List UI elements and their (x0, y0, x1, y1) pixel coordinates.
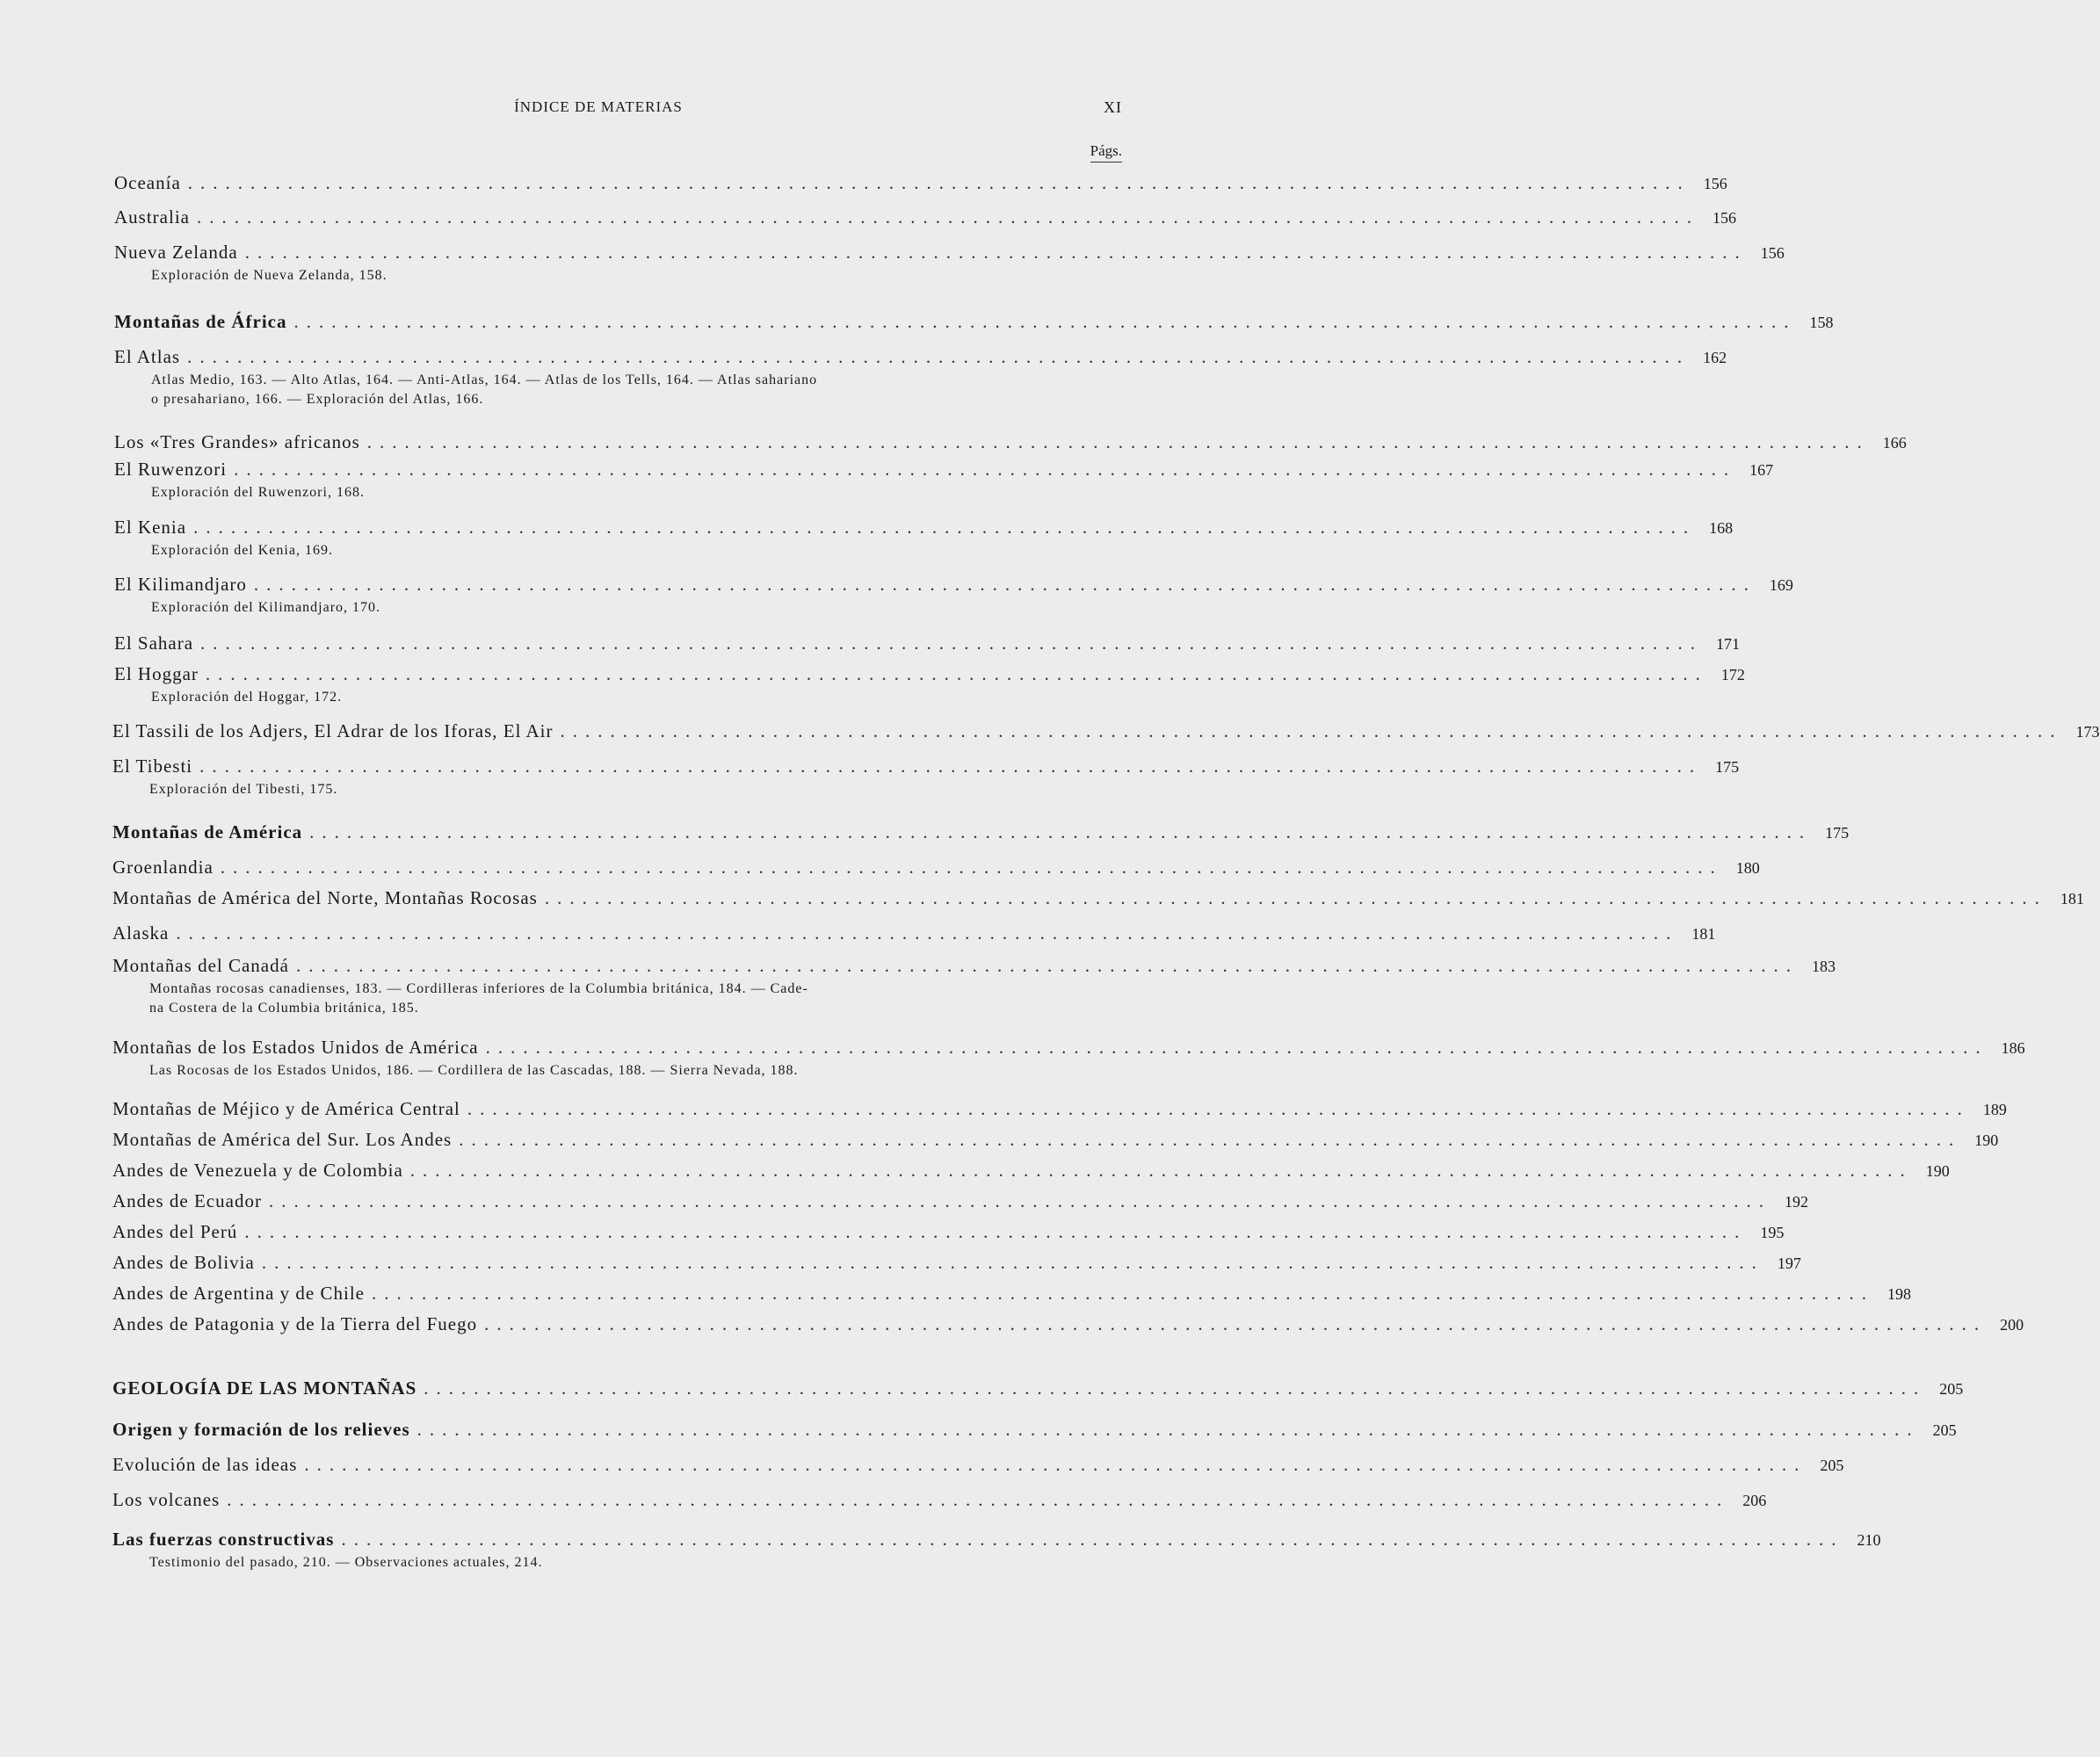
entry-title: El Kilimandjaro (114, 574, 247, 595)
index-entry-line (112, 821, 1850, 846)
entry-page-number: 156 (1712, 209, 1736, 227)
index-entry-line (114, 206, 1736, 231)
entry-title: Origen y formación de los relieves (112, 1419, 410, 1440)
index-entry (112, 821, 1850, 846)
subtopic-line: Atlas Medio, 163. — Alto Atlas, 164. — Anti-Atlas, 164. — Atlas de los Tells, 164. — Atlas sahariano (151, 372, 818, 387)
entry-title: Andes de Bolivia (112, 1252, 255, 1273)
running-head (0, 98, 1197, 119)
entry-page-number: 198 (1886, 1285, 1911, 1303)
leader-dots: ........................................................................................................................ (187, 172, 1691, 193)
index-entry (114, 206, 1736, 231)
entry-subtopics (114, 371, 1083, 409)
entry-title: Groenlandia (112, 857, 214, 878)
subtopic-line: na Costera de la Columbia británica, 185. (149, 1001, 419, 1016)
index-entry-line (114, 459, 1774, 483)
entry-page-number: 210 (1857, 1531, 1881, 1549)
leader-dots: ........................................................................................................................ (261, 1252, 1764, 1273)
leader-dots: ........................................................................................................................ (253, 574, 1756, 595)
leader-dots: ........................................................................................................................ (560, 720, 2063, 741)
leader-dots: ........................................................................................................................ (200, 633, 1704, 654)
entry-title: El Kenia (114, 517, 187, 538)
index-entry (112, 1377, 1964, 1402)
entry-title: Evolución de las ideas (112, 1454, 298, 1475)
entry-page-number: 190 (1974, 1132, 1999, 1149)
leader-dots: ........................................................................................................................ (467, 1098, 1970, 1119)
entry-page-number: 195 (1760, 1224, 1785, 1241)
entry-page-number: 183 (1811, 958, 1836, 975)
index-entry-line (114, 663, 1745, 688)
entry-title: Andes de Argentina y de Chile (112, 1283, 365, 1304)
index-entry (112, 955, 1836, 1018)
leader-dots: ........................................................................................................................ (268, 1190, 1771, 1211)
index-entry (112, 1313, 2024, 1338)
leader-dots: ........................................................................................................................ (309, 821, 1813, 842)
subtopic-line: o presahariano, 166. — Exploración del Atlas, 166. (151, 392, 484, 407)
entry-page-number: 200 (2000, 1316, 2024, 1334)
index-entry (114, 574, 1793, 618)
entry-title: El Tassili de los Adjers, El Adrar de los Iforas, El Air (112, 720, 554, 741)
index-entry-line (112, 1419, 1957, 1443)
entry-page-number: 206 (1742, 1492, 1767, 1509)
entry-title: GEOLOGÍA DE LAS MONTAÑAS (112, 1377, 417, 1399)
index-entry-line (112, 756, 1740, 780)
entry-title: Montañas de América (112, 821, 303, 842)
entry-page-number: 171 (1716, 635, 1741, 653)
leader-dots: ........................................................................................................................ (244, 1221, 1748, 1242)
index-entry (112, 720, 2100, 745)
entry-title: Montañas de América del Sur. Los Andes (112, 1129, 453, 1150)
index-entry (112, 1160, 1950, 1184)
entry-page-number: 167 (1749, 461, 1774, 479)
index-entry (112, 1252, 1801, 1276)
index-entry (112, 1419, 1957, 1443)
index-entry (112, 1037, 2025, 1081)
leader-dots: ........................................................................................................................ (196, 206, 1699, 228)
pages-column-label: Págs. (1090, 142, 1122, 163)
index-entry-line (114, 172, 1727, 197)
entry-title: Los volcanes (112, 1489, 221, 1510)
entry-subtopics (112, 1061, 1081, 1081)
leader-dots: ........................................................................................................................ (416, 1419, 1920, 1440)
entry-title: Los «Tres Grandes» africanos (114, 431, 360, 452)
entry-subtopics (114, 483, 1083, 503)
subtopic-line: Las Rocosas de los Estados Unidos, 186. — Cordillera de las Cascadas, 188. — Sierra Nevada, 188. (149, 1063, 799, 1078)
subtopic-line: Exploración del Kenia, 169. (151, 543, 333, 558)
entry-title: Andes de Venezuela y de Colombia (112, 1160, 403, 1181)
leader-dots: ........................................................................................................................ (193, 517, 1697, 538)
index-entry-line (112, 1313, 2024, 1338)
index-entry-line (112, 1489, 1767, 1514)
entry-page-number: 189 (1982, 1101, 2007, 1118)
leader-dots: ........................................................................................................................ (293, 311, 1797, 332)
entry-title: Montañas de los Estados Unidos de América (112, 1037, 479, 1058)
index-entry (114, 242, 1785, 286)
entry-title: Oceanía (114, 172, 181, 193)
leader-dots: ........................................................................................................................ (484, 1313, 1988, 1334)
entry-title: El Hoggar (114, 663, 199, 684)
entry-subtopics (114, 688, 1083, 707)
index-entry-line (112, 1160, 1950, 1184)
entry-page-number: 181 (1691, 925, 1716, 943)
index-entry (114, 172, 1727, 197)
index-entry-line (114, 311, 1834, 336)
leader-dots: ........................................................................................................................ (187, 346, 1691, 367)
index-entry (112, 1529, 1881, 1573)
running-head-title: ÍNDICE DE MATERIAS (514, 98, 683, 115)
leader-dots: ........................................................................................................................ (409, 1160, 1913, 1181)
entry-page-number: 205 (1939, 1380, 1964, 1398)
index-entry-line (112, 1098, 2007, 1123)
subtopic-line: Exploración del Kilimandjaro, 170. (151, 600, 381, 615)
index-entry (112, 922, 1716, 947)
index-entry-line (112, 1454, 1844, 1479)
entry-page-number: 166 (1882, 434, 1907, 452)
entry-subtopics (112, 1553, 1081, 1573)
subtopic-line: Testimonio del pasado, 210. — Observaciones actuales, 214. (149, 1555, 543, 1570)
entry-page-number: 175 (1715, 758, 1740, 776)
leader-dots: ........................................................................................................................ (234, 459, 1737, 480)
index-entry-line (112, 955, 1836, 980)
index-entry (112, 1190, 1808, 1215)
leader-dots: ........................................................................................................................ (295, 955, 1799, 976)
subtopic-line: Exploración de Nueva Zelanda, 158. (151, 268, 387, 283)
entry-page-number: 173 (2075, 723, 2100, 741)
index-entry (114, 431, 1907, 456)
leader-dots: ........................................................................................................................ (205, 663, 1708, 684)
index-entry-line (114, 633, 1741, 657)
entry-title: El Sahara (114, 633, 194, 654)
index-entry-line (112, 1283, 1911, 1307)
entry-page-number: 172 (1720, 666, 1745, 683)
index-entry-line (114, 431, 1907, 456)
entry-title: Montañas de África (114, 311, 287, 332)
leader-dots: ........................................................................................................................ (199, 756, 1703, 777)
index-entry-line (112, 1190, 1808, 1215)
leader-dots: ........................................................................................................................ (244, 242, 1748, 263)
entry-subtopics (114, 541, 1083, 560)
index-entry (114, 517, 1734, 560)
index-entry (112, 1129, 1999, 1153)
entry-title: El Tibesti (112, 756, 193, 777)
entry-subtopics (114, 266, 1083, 286)
index-entry (114, 346, 1727, 409)
entry-page-number: 156 (1760, 244, 1785, 262)
index-entry (112, 756, 1740, 799)
entry-title: El Ruwenzori (114, 459, 228, 480)
entry-title: Montañas de Méjico y de América Central (112, 1098, 460, 1119)
index-entry-line (112, 720, 2100, 745)
entry-title: Montañas de América del Norte, Montañas Rocosas (112, 887, 538, 908)
index-entry (112, 1283, 1911, 1307)
entry-title: Alaska (112, 922, 170, 944)
index-entry (112, 857, 1760, 881)
index-entry-line (112, 1529, 1881, 1553)
index-entry-line (112, 1037, 2025, 1061)
entry-title: Las fuerzas constructivas (112, 1529, 335, 1550)
entry-title: Nueva Zelanda (114, 242, 238, 263)
entry-page-number: 186 (2001, 1039, 2025, 1057)
index-entry-line (114, 517, 1734, 541)
index-entry (112, 1489, 1767, 1514)
entry-subtopics (112, 780, 1081, 799)
entry-page-number: 181 (2060, 890, 2084, 907)
index-entry-line (112, 1221, 1785, 1246)
entry-subtopics (112, 980, 1081, 1018)
index-entry-line (114, 242, 1785, 266)
entry-title: Australia (114, 206, 190, 228)
subtopic-line: Montañas rocosas canadienses, 183. — Cordilleras inferiores de la Columbia británica, 184. — Cade- (149, 981, 808, 996)
index-entry (114, 633, 1741, 657)
index-entry-line (112, 887, 2084, 912)
index-entry (114, 311, 1834, 336)
entry-page-number: 190 (1925, 1162, 1950, 1180)
entry-page-number: 156 (1703, 175, 1727, 192)
index-entry-line (114, 574, 1793, 598)
leader-dots: ........................................................................................................................ (485, 1037, 1988, 1058)
index-entry-line (112, 1129, 1999, 1153)
leader-dots: ........................................................................................................................ (544, 887, 2047, 908)
entry-page-number: 192 (1784, 1193, 1808, 1211)
leader-dots: ........................................................................................................................ (341, 1529, 1844, 1550)
index-entry (114, 663, 1745, 707)
entry-page-number: 180 (1735, 859, 1760, 877)
leader-dots: ........................................................................................................................ (424, 1377, 1927, 1399)
leader-dots: ........................................................................................................................ (220, 857, 1723, 878)
subtopic-line: Exploración del Hoggar, 172. (151, 690, 343, 705)
index-entry-line (112, 1252, 1801, 1276)
index-entry-line (112, 922, 1716, 947)
leader-dots: ........................................................................................................................ (366, 431, 1870, 452)
entry-title: Montañas del Canadá (112, 955, 289, 976)
entry-page-number: 162 (1703, 349, 1727, 366)
leader-dots: ........................................................................................................................ (227, 1489, 1730, 1510)
entry-page-number: 168 (1709, 519, 1734, 537)
index-entry (112, 1454, 1844, 1479)
index-entry (112, 887, 2084, 912)
leader-dots: ........................................................................................................................ (459, 1129, 1962, 1150)
leader-dots: ........................................................................................................................ (304, 1454, 1807, 1475)
index-entry-line (112, 1377, 1964, 1402)
entry-title: El Atlas (114, 346, 181, 367)
index-entry-line (114, 346, 1727, 371)
index-entry (112, 1221, 1785, 1246)
entry-title: Andes del Perú (112, 1221, 238, 1242)
entry-page-number: 205 (1932, 1421, 1957, 1439)
index-entry (112, 1098, 2007, 1123)
entry-page-number: 158 (1809, 314, 1834, 331)
entry-page-number: 205 (1820, 1457, 1844, 1474)
entry-page-number: 197 (1777, 1254, 1801, 1272)
entry-subtopics (114, 598, 1083, 618)
leader-dots: ........................................................................................................................ (371, 1283, 1874, 1304)
page-folio: XI (1104, 98, 1122, 116)
index-entry (114, 459, 1774, 503)
entry-title: Andes de Patagonia y de la Tierra del Fuego (112, 1313, 478, 1334)
index-entry-line (112, 857, 1760, 881)
entry-page-number: 175 (1825, 824, 1850, 842)
leader-dots: ........................................................................................................................ (176, 922, 1679, 944)
subtopic-line: Exploración del Ruwenzori, 168. (151, 485, 365, 500)
entry-page-number: 169 (1769, 576, 1793, 594)
entry-title: Andes de Ecuador (112, 1190, 262, 1211)
subtopic-line: Exploración del Tibesti, 175. (149, 782, 338, 797)
